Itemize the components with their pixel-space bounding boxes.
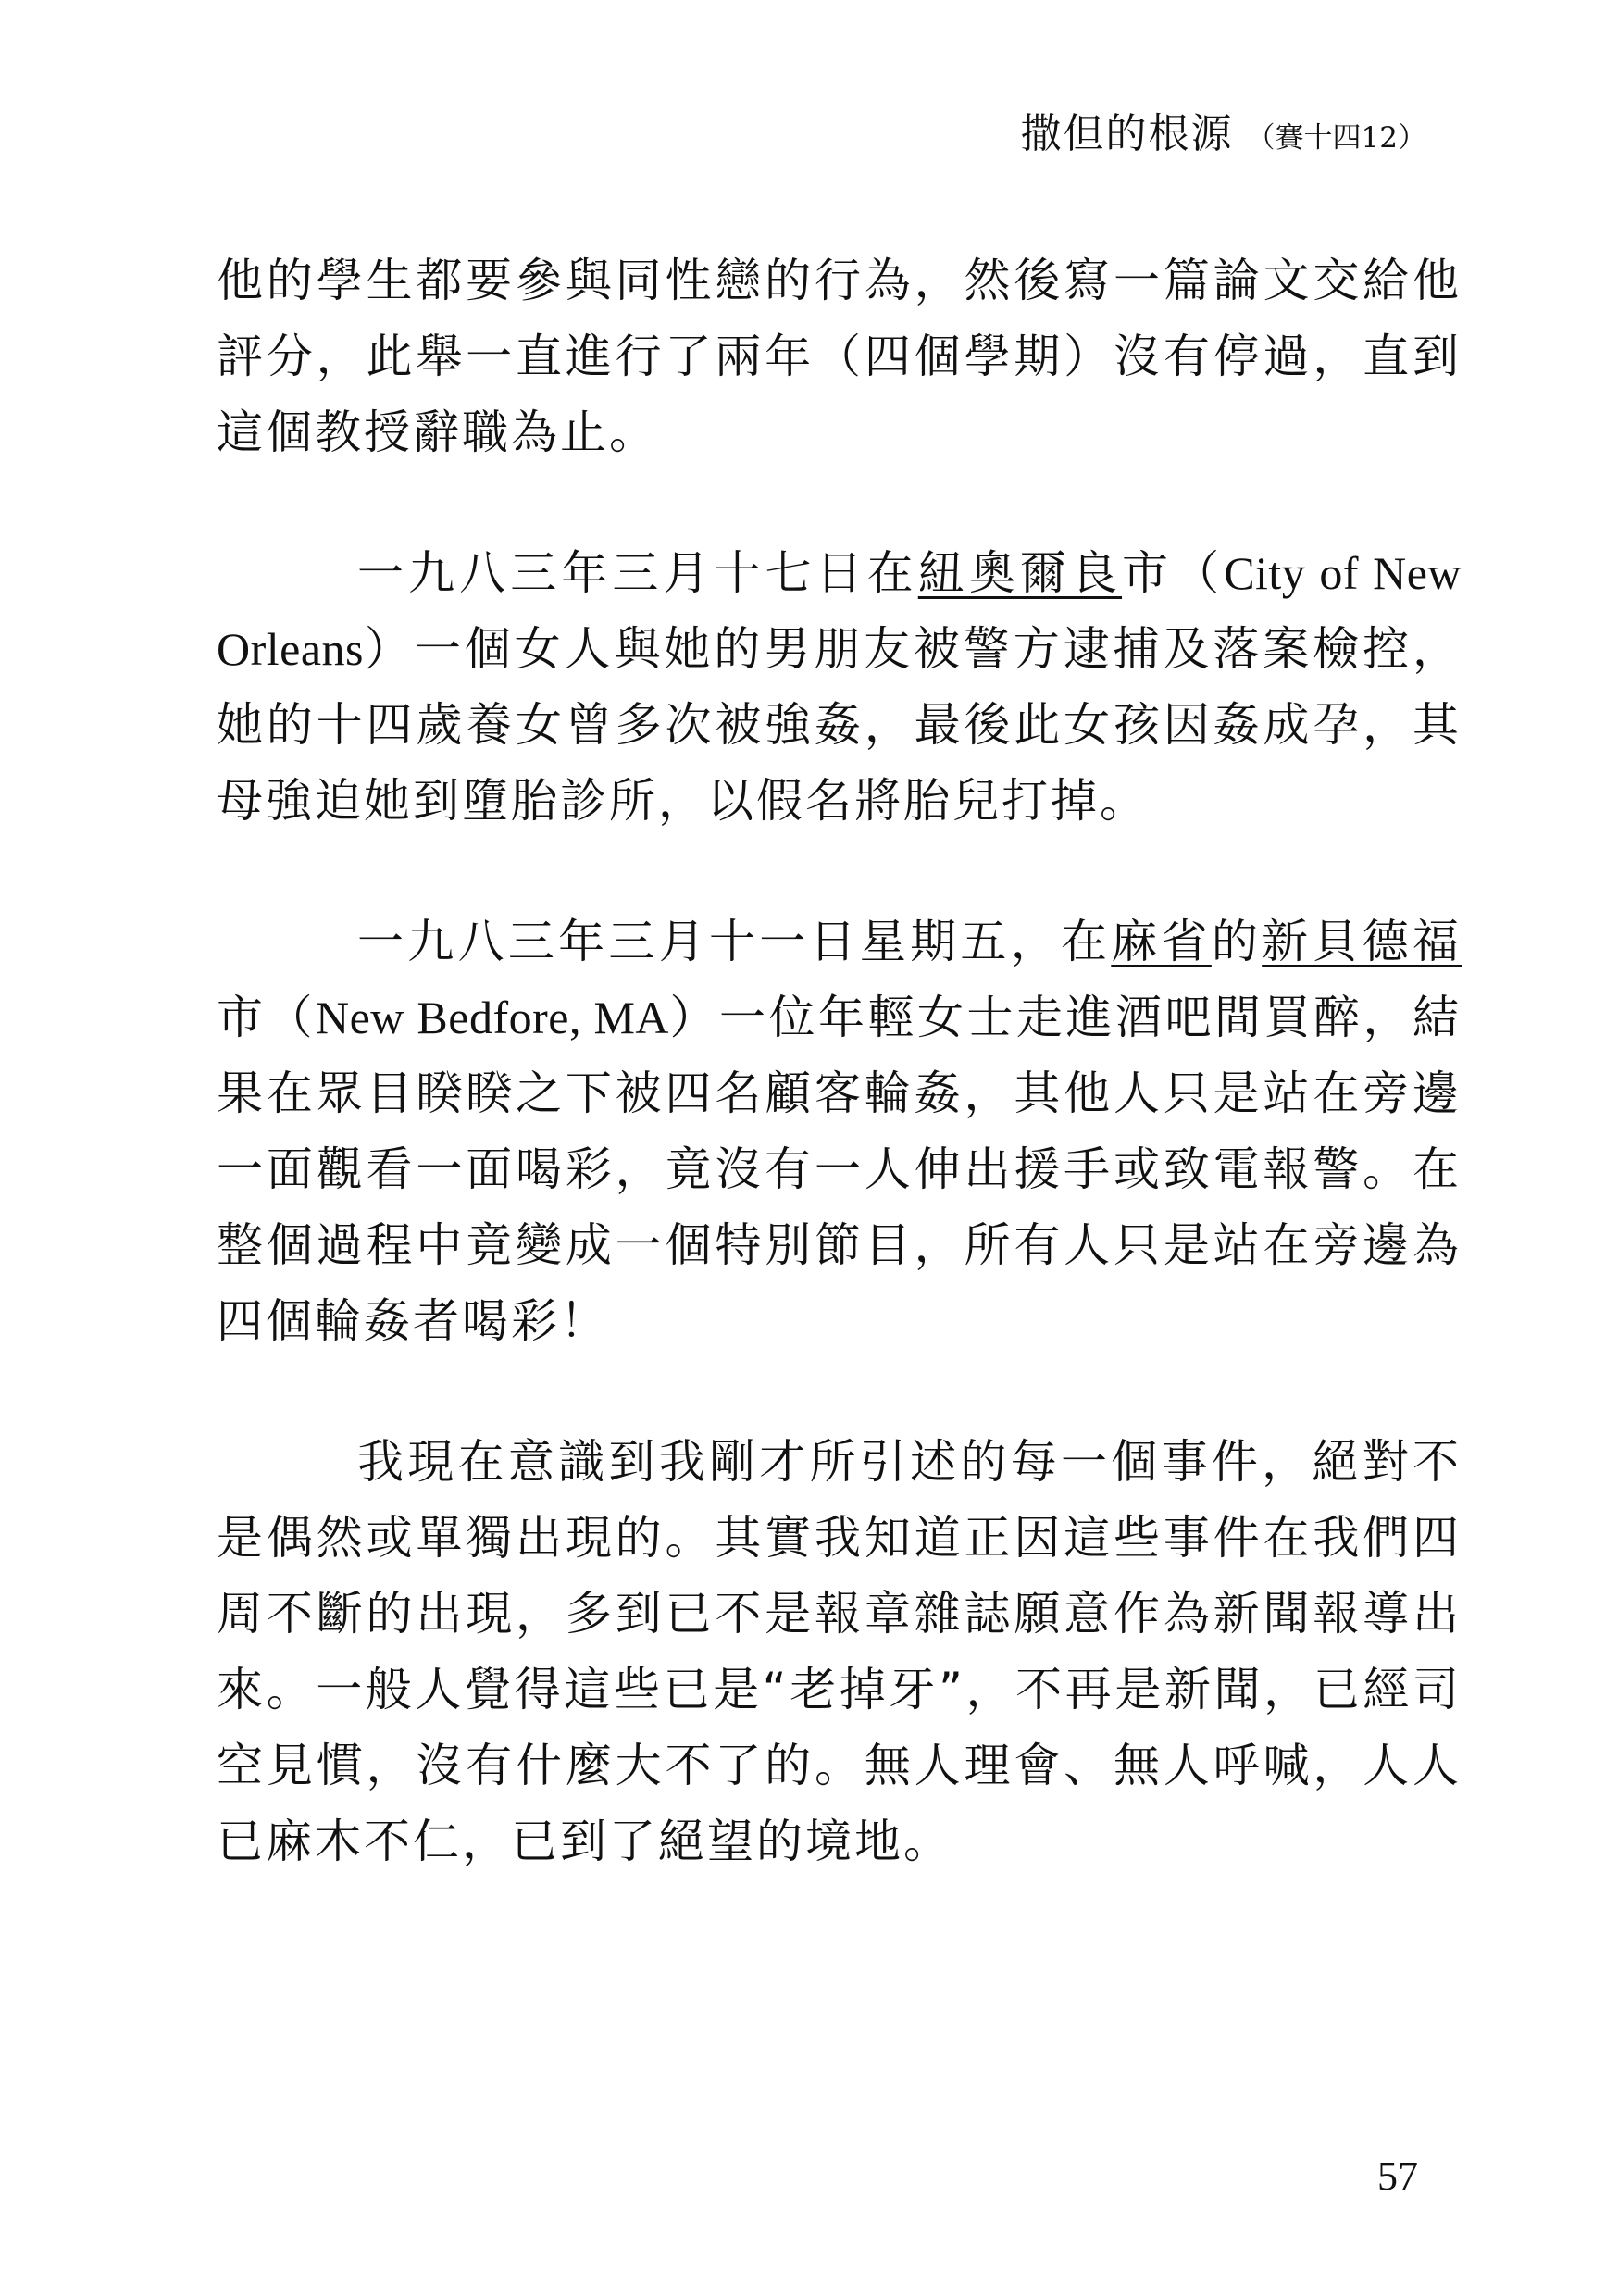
english-name-city-of-new-orleans: City of New Orleans <box>217 547 1462 675</box>
paragraph-2-text-a: 一九八三年三月十七日在 <box>357 546 918 600</box>
paragraph-1-text: 他的學生都要參與同性戀的行為，然後寫一篇論文交給他評分，此舉一直進行了兩年（四個學期）沒有停過，直到這個教授辭職為止。 <box>217 254 1462 459</box>
body-text <box>217 243 1462 1944</box>
paragraph-2-text-b: 市（ <box>1122 546 1225 600</box>
place-name-massachusetts: 麻省 <box>1111 915 1212 968</box>
paragraph-4-text: 我現在意識到我剛才所引述的每一個事件，絕對不是偶然或單獨出現的。其實我知道正因這些事件在我們四周不斷的出現，多到已不是報章雜誌願意作為新聞報導出來。一般人覺得這些已是“老掉牙”，不再是新聞，已經司空見慣，沒有什麼大不了的。無人理會、無人呼喊，人人已麻木不仁，已到了絕望的境地。 <box>217 1435 1462 1868</box>
paragraph-3-text-d: ）一位年輕女士走進酒吧間買醉，結果在眾目睽睽之下被四名顧客輪姦，其他人只是站在旁邊一面觀看一面喝彩，竟沒有一人伸出援手或致電報警。在整個過程中竟變成一個特別節目，所有人只是站在旁邊為四個輪姦者喝彩！ <box>217 991 1462 1348</box>
english-name-new-bedfore-ma: New Bedfore, MA <box>316 992 670 1043</box>
paragraph-3-text-a: 一九八三年三月十一日星期五，在 <box>357 915 1112 968</box>
paragraph-3-text-c: 市（ <box>217 991 316 1044</box>
running-header <box>1021 100 1426 159</box>
place-name-new-bedford: 新貝德福 <box>1262 915 1462 968</box>
header-scripture-ref: （賽十四12） <box>1246 121 1426 155</box>
page-number: 57 <box>1377 2153 1418 2199</box>
paragraph-2-text-c: ）一個女人與她的男朋友被警方逮捕及落案檢控，她的十四歲養女曾多次被強姦，最後此女孩因姦成孕，其母強迫她到墮胎診所，以假名將胎兒打掉。 <box>217 622 1462 828</box>
paragraph-3-text-b: 的 <box>1211 915 1263 968</box>
place-name-new-orleans: 紐奧爾良 <box>917 546 1123 600</box>
paragraph-4 <box>217 1424 1462 1879</box>
paragraph-2 <box>217 535 1462 839</box>
paragraph-3 <box>217 904 1462 1359</box>
header-title: 撒但的根源 <box>1020 110 1234 157</box>
paragraph-1 <box>217 243 1462 470</box>
